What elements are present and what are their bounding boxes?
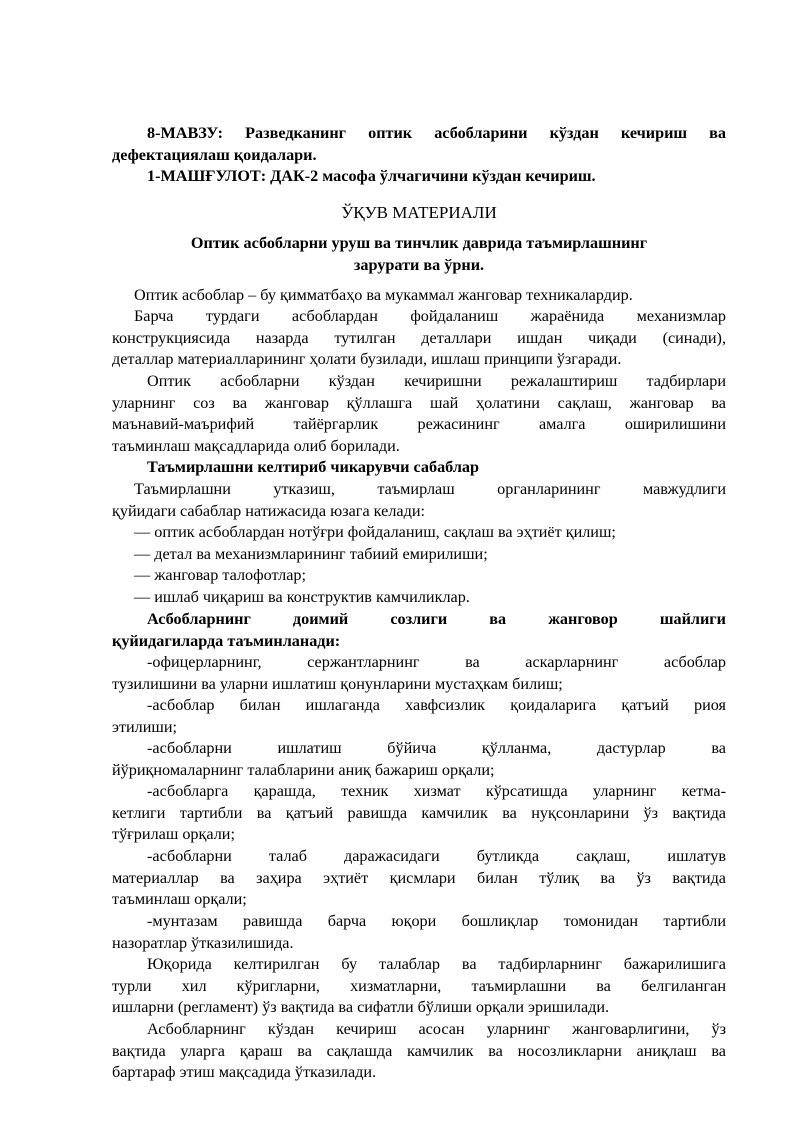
readiness-item-1 (112, 652, 726, 695)
lesson-heading (112, 166, 726, 188)
list-item: — оптик асбоблардан нотўғри фойдаланиш, сақлаш ва эҳтиёт қилиш; (134, 523, 616, 541)
paragraph-6-line-3: бартараф этиш мақсадида ўтказилади. (112, 1063, 377, 1082)
readiness-item-4-line-3: тўғрилаш орқали; (112, 825, 235, 844)
list-item: — жанговар талофотлар; (134, 566, 307, 585)
topic-line-1: 8-МАВЗУ: Разведканинг оптик асбобларини кўздан кечириш ва (147, 124, 726, 142)
paragraph-4-line-1: Таъмирлашни утказиш, таъмирлаш органларининг мавжудлиги (134, 480, 726, 498)
readiness-heading-line-2: қуйидагиларда таъминланади: (112, 631, 341, 650)
paragraph-1-line-1: Оптик асбоблар – бу қимматбаҳо ва мукаммал жанговар техникалардир. (134, 286, 633, 304)
paragraph-2-line-3: деталлар материалларининг ҳолати бузилади, ишлаш принципи ўзгаради. (112, 350, 622, 369)
paragraph-6-line-1: Асбобларнинг кўздан кечириш асосан уларнинг жанговарлигини, ўз (147, 1020, 726, 1038)
paragraph-3-line-4: таъминлаш мақсадларида олиб борилади. (112, 436, 400, 455)
readiness-item-1-line-2: тузилишини ва уларни ишлатиш қонунларини мустаҳкам билиш; (112, 674, 563, 693)
readiness-heading (112, 609, 726, 652)
list-item: — детал ва механизмларининг табиий емирилиши; (134, 544, 488, 563)
paragraph-4-line-2: қуйидаги сабаблар натижасида юзага келади: (112, 501, 425, 520)
readiness-item-6-line-2: назоратлар ўтказилишида. (112, 933, 294, 952)
paragraph-2-line-1: Барча турдаги асбоблардан фойдаланиш жараёнида механизмлар (134, 307, 726, 325)
paragraph-2-line-2: конструкциясида назарда тутилган деталлари ишдан чиқади (синади), (112, 328, 726, 347)
topic-heading (112, 123, 726, 166)
topic-line-2: дефектациялаш қоидалари. (112, 145, 317, 164)
readiness-item-2-line-1: -асбоблар билан ишлаганда хавфсизлик қоидаларига қатъий риоя (147, 696, 726, 714)
readiness-item-3-line-2: йўриқномаларнинг талабларини аниқ бажариш орқали; (112, 760, 495, 779)
paragraph-3-line-2: уларнинг соз ва жанговар қўллашга шай ҳолатини сақлаш, жанговар ва (112, 393, 726, 412)
paragraph-5 (112, 954, 726, 1019)
paragraph-3-line-1: Оптик асбобларни кўздан кечиришни режалаштириш тадбирлари (147, 372, 726, 390)
readiness-item-4-line-1: -асбобларга қарашда, техник хизмат кўрсатишда уларнинг кетма- (147, 782, 726, 800)
causes-list (112, 522, 726, 608)
readiness-item-5-line-2: материаллар ва заҳира эҳтиёт қисмлари билан тўлиқ ва ўз вақтида (112, 868, 726, 887)
list-item: — ишлаб чиқариш ва конструктив камчиликлар. (134, 587, 470, 606)
readiness-heading-line-1: Асбобларнинг доимий созлиги ва жанговор шайлиги (147, 610, 726, 628)
repair-causes-heading-text: Таъмирлашни келтириб чикарувчи сабаблар (147, 458, 480, 476)
section-title (112, 233, 726, 276)
paragraph-3 (112, 371, 726, 457)
material-title: ЎҚУВ МАТЕРИАЛИ (341, 203, 497, 222)
paragraph-6 (112, 1019, 726, 1084)
section-title-line-2: зарурати ва ўрни. (353, 255, 485, 274)
readiness-item-2-line-2: этилиши; (112, 717, 178, 736)
readiness-item-5-line-1: -асбобларни талаб даражасидаги бутликда сақлаш, ишлатув (147, 847, 726, 865)
repair-causes-heading (112, 457, 726, 479)
paragraph-1 (112, 285, 726, 307)
readiness-item-3 (112, 738, 726, 781)
paragraph-2 (112, 306, 726, 371)
lesson-line: 1-МАШҒУЛОТ: ДАК-2 масофа ўлчагичини кўздан кечириш. (147, 167, 596, 185)
readiness-item-6 (112, 911, 726, 954)
readiness-item-2 (112, 695, 726, 738)
paragraph-5-line-1: Юқорида келтирилган бу талаблар ва тадбирларнинг бажарилишига (147, 955, 726, 973)
readiness-item-1-line-1: -офицерларнинг, сержантларнинг ва аскарларнинг асбоблар (147, 653, 726, 671)
section-title-line-1: Оптик асбобларни уруш ва тинчлик даврида таъмирлашнинг (190, 234, 648, 252)
readiness-item-5-line-3: таъминлаш орқали; (112, 890, 247, 909)
readiness-item-4 (112, 781, 726, 846)
readiness-item-3-line-1: -асбобларни ишлатиш бўйича қўлланма, дастурлар ва (147, 739, 726, 757)
readiness-item-5 (112, 846, 726, 911)
paragraph-6-line-2: вақтида уларга қараш ва сақлашда камчилик ва носозликларни аниқлаш ва (112, 1041, 726, 1060)
paragraph-5-line-2: турли хил кўригларни, хизматларни, таъмирлашни ва белгиланган (112, 976, 726, 995)
paragraph-4 (112, 479, 726, 522)
paragraph-3-line-3: маънавий-маърифий тайёргарлик режасининг амалга оширилишини (112, 415, 726, 434)
paragraph-5-line-3: ишларни (регламент) ўз вақтида ва сифатли бўлиши орқали эришилади. (112, 998, 610, 1017)
readiness-item-4-line-2: кетлиги тартибли ва қатъий равишда камчилик ва нуқсонларини ўз вақтида (112, 803, 726, 822)
readiness-item-6-line-1: -мунтазам равишда барча юқори бошлиқлар томонидан тартибли (147, 912, 726, 930)
